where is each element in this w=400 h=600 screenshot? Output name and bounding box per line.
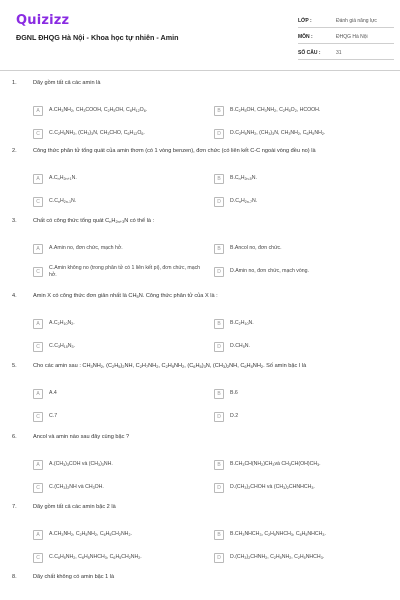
question-text: Cho các amin sau : $CH_3NH_2$, $(C_2H_5)_2NH$, $C_2H_7NH_2$, $C_2H_5NH_2$, $(C_6H_5)_3N$, $(CH_3)_2NH$, $C_6H_5NH_2$. Số amin bậc I là bbox=[33, 363, 307, 369]
question-number: 6. bbox=[12, 434, 17, 440]
option-letter-box: B bbox=[214, 319, 224, 329]
option-letter-box: A bbox=[33, 319, 43, 329]
option-text: $B.CH_3CH(NH_2)CH_3và$ $CH_3CH(OH)CH_3$. bbox=[230, 461, 321, 468]
meta-row-subject bbox=[298, 30, 394, 44]
meta-value: ĐHQG Hà Nội bbox=[336, 33, 368, 40]
option-text: $A.C_nH_{2n+1}N$. bbox=[49, 175, 77, 182]
answer-option-c[interactable] bbox=[33, 127, 201, 141]
option-letter-box: A bbox=[33, 389, 43, 399]
meta-value: Đánh giá năng lực bbox=[336, 17, 377, 24]
answer-option-a[interactable] bbox=[33, 317, 201, 331]
worksheet-title: ĐGNL ĐHQG Hà Nội - Khoa học tự nhiên - Amin bbox=[16, 33, 179, 42]
option-text: $C.C_nH_{2n-1}N$. bbox=[49, 198, 77, 205]
answer-option-c[interactable] bbox=[33, 262, 201, 282]
answer-option-c[interactable] bbox=[33, 340, 201, 354]
answer-option-c[interactable] bbox=[33, 481, 201, 495]
option-letter-box: A bbox=[33, 460, 43, 470]
option-text: B.6 bbox=[230, 390, 238, 397]
question-number: 4. bbox=[12, 293, 17, 299]
option-letter-box: B bbox=[214, 244, 224, 254]
option-text: $D.(CH_3)_2CHNH_2$, $C_2H_5NH_2$, $C_2H_5NHCH_3$. bbox=[230, 554, 325, 561]
answer-option-c[interactable] bbox=[33, 410, 201, 424]
option-letter-box: C bbox=[33, 483, 43, 493]
answer-option-d[interactable] bbox=[214, 340, 384, 354]
option-text: $B.C_nH_{2n-5}N$. bbox=[230, 175, 257, 182]
option-text: $A.(CH_3)_3COH$ và $(CH_3)_3NH$. bbox=[49, 461, 113, 468]
meta-row-count bbox=[298, 46, 394, 60]
answer-option-b[interactable] bbox=[214, 387, 384, 401]
header-divider bbox=[0, 70, 400, 71]
answer-option-a[interactable] bbox=[33, 458, 201, 472]
answer-option-c[interactable] bbox=[33, 551, 201, 565]
option-text: $D.C_nH_{2n-7}N$. bbox=[230, 198, 258, 205]
answer-option-d[interactable] bbox=[214, 551, 384, 565]
answer-option-b[interactable] bbox=[214, 242, 384, 256]
option-text: $B.C_2H_{10}N$. bbox=[230, 320, 254, 327]
question-number: 3. bbox=[12, 218, 17, 224]
option-text: C.Amin không no (trong phân tử có 1 liên kết pi), đơn chức, mạch hở. bbox=[49, 264, 201, 278]
quizizz-logo: Quizizz bbox=[16, 13, 70, 28]
answer-option-d[interactable] bbox=[214, 262, 384, 282]
option-letter-box: D bbox=[214, 483, 224, 493]
option-letter-box: D bbox=[214, 129, 224, 139]
option-letter-box: C bbox=[33, 267, 43, 277]
question-number: 2. bbox=[12, 148, 17, 154]
option-letter-box: B bbox=[214, 530, 224, 540]
option-text: $A.CH_3NH_2$, $C_2H_5NH_2$, $C_6H_5CH_2NH_2$. bbox=[49, 531, 132, 538]
option-text: $A.CH_3NH_2$, $CH_3COOH$, $C_2H_5OH$, $C_6H_{12}O_6$. bbox=[49, 107, 148, 114]
option-text: $D.C_2H_5NH_2$, $(CH_3)_3N$, $CH_3NH_2$, $C_6H_5NH_2$. bbox=[230, 130, 326, 137]
option-letter-box: B bbox=[214, 106, 224, 116]
option-letter-box: D bbox=[214, 267, 224, 277]
option-letter-box: C bbox=[33, 553, 43, 563]
option-text: $B.C_2H_5OH$, $CH_3NH_2$, $C_2H_5O_2$, HCOOH. bbox=[230, 107, 321, 114]
answer-option-a[interactable] bbox=[33, 528, 201, 542]
option-text: $C.C_6H_5NH_2$, $C_6H_5NHCH_3$, $C_6H_5CH_2NH_2$. bbox=[49, 554, 142, 561]
meta-table bbox=[298, 14, 394, 62]
answer-option-b[interactable] bbox=[214, 528, 384, 542]
option-letter-box: C bbox=[33, 197, 43, 207]
option-text: D.2 bbox=[230, 413, 239, 420]
answer-option-b[interactable] bbox=[214, 458, 384, 472]
option-text: C.7 bbox=[49, 413, 58, 420]
question-number: 7. bbox=[12, 504, 17, 510]
meta-row-class bbox=[298, 14, 394, 28]
worksheet-header bbox=[0, 0, 400, 70]
answer-option-a[interactable] bbox=[33, 387, 201, 401]
answer-option-d[interactable] bbox=[214, 410, 384, 424]
option-text: D.Amin no, đơn chức, mạch vòng. bbox=[230, 268, 309, 275]
option-text: $D.CH_5N$. bbox=[230, 343, 250, 350]
question-text: Công thức phân tử tổng quát của amin thơm (có 1 vòng benzen), đơn chức (có liên kết C-C ngoài vòng đều no) là bbox=[33, 148, 316, 154]
answer-option-b[interactable] bbox=[214, 172, 384, 186]
question-number: 5. bbox=[12, 363, 17, 369]
option-letter-box: B bbox=[214, 389, 224, 399]
answer-option-b[interactable] bbox=[214, 317, 384, 331]
option-text: $C.C_3H_{15}N_3$. bbox=[49, 343, 75, 350]
option-letter-box: D bbox=[214, 197, 224, 207]
question-number: 8. bbox=[12, 574, 17, 580]
option-text: A.Amin no, đơn chức, mạch hở. bbox=[49, 245, 123, 252]
option-letter-box: B bbox=[214, 460, 224, 470]
option-letter-box: C bbox=[33, 342, 43, 352]
option-text: $C.(CH_3)_2NH$ và $CH_3OH$. bbox=[49, 484, 104, 491]
option-letter-box: A bbox=[33, 530, 43, 540]
option-text: $A.C_2H_{10}N_2$. bbox=[49, 320, 75, 327]
answer-option-b[interactable] bbox=[214, 104, 384, 118]
option-text: $B.CH_3NHCH_3$, $C_2H_5NHCH_3$, $C_6H_5NHCH_3$. bbox=[230, 531, 326, 538]
meta-label: SỐ CÂU : bbox=[298, 49, 321, 56]
question-text: Chất có công thức tổng quát $C_nH_{2n+3}N$ có thể là : bbox=[33, 218, 155, 224]
option-letter-box: C bbox=[33, 129, 43, 139]
option-letter-box: A bbox=[33, 106, 43, 116]
option-letter-box: D bbox=[214, 412, 224, 422]
meta-label: MÔN : bbox=[298, 33, 313, 40]
option-text: B.Ancol no, đơn chức. bbox=[230, 245, 282, 252]
question-text: Dãy gồm tất cả các amin bậc 2 là bbox=[33, 504, 116, 510]
answer-option-d[interactable] bbox=[214, 127, 384, 141]
answer-option-c[interactable] bbox=[33, 195, 201, 209]
answer-option-d[interactable] bbox=[214, 481, 384, 495]
option-letter-box: D bbox=[214, 553, 224, 563]
option-letter-box: A bbox=[33, 244, 43, 254]
option-letter-box: A bbox=[33, 174, 43, 184]
question-number: 1. bbox=[12, 80, 17, 86]
question-text: Dãy chất không có amin bậc 1 là bbox=[33, 574, 115, 580]
question-text: Amin X có công thức đơn giản nhất là $CH_5N$. Công thức phân tử của X là : bbox=[33, 293, 218, 299]
question-text: Ancol và amin nào sau đây cùng bậc ? bbox=[33, 434, 130, 440]
option-letter-box: C bbox=[33, 412, 43, 422]
option-letter-box: D bbox=[214, 342, 224, 352]
answer-option-a[interactable] bbox=[33, 104, 201, 118]
option-letter-box: B bbox=[214, 174, 224, 184]
option-text: A.4 bbox=[49, 390, 57, 397]
answer-option-a[interactable] bbox=[33, 242, 201, 256]
option-text: $C.C_2H_5NH_2$, $(CH_3)_3N$, $CH_3CHO$, $C_6H_{12}O_6$. bbox=[49, 130, 145, 137]
answer-option-d[interactable] bbox=[214, 195, 384, 209]
answer-option-a[interactable] bbox=[33, 172, 201, 186]
question-text: Dãy gồm tất cả các amin là bbox=[33, 80, 101, 86]
meta-label: LỚP : bbox=[298, 17, 312, 24]
meta-value: 31 bbox=[336, 49, 342, 56]
option-text: $D.(CH_3)_2CHOH$ và $(CH_3)_2CHNHCH_3$. bbox=[230, 484, 315, 491]
